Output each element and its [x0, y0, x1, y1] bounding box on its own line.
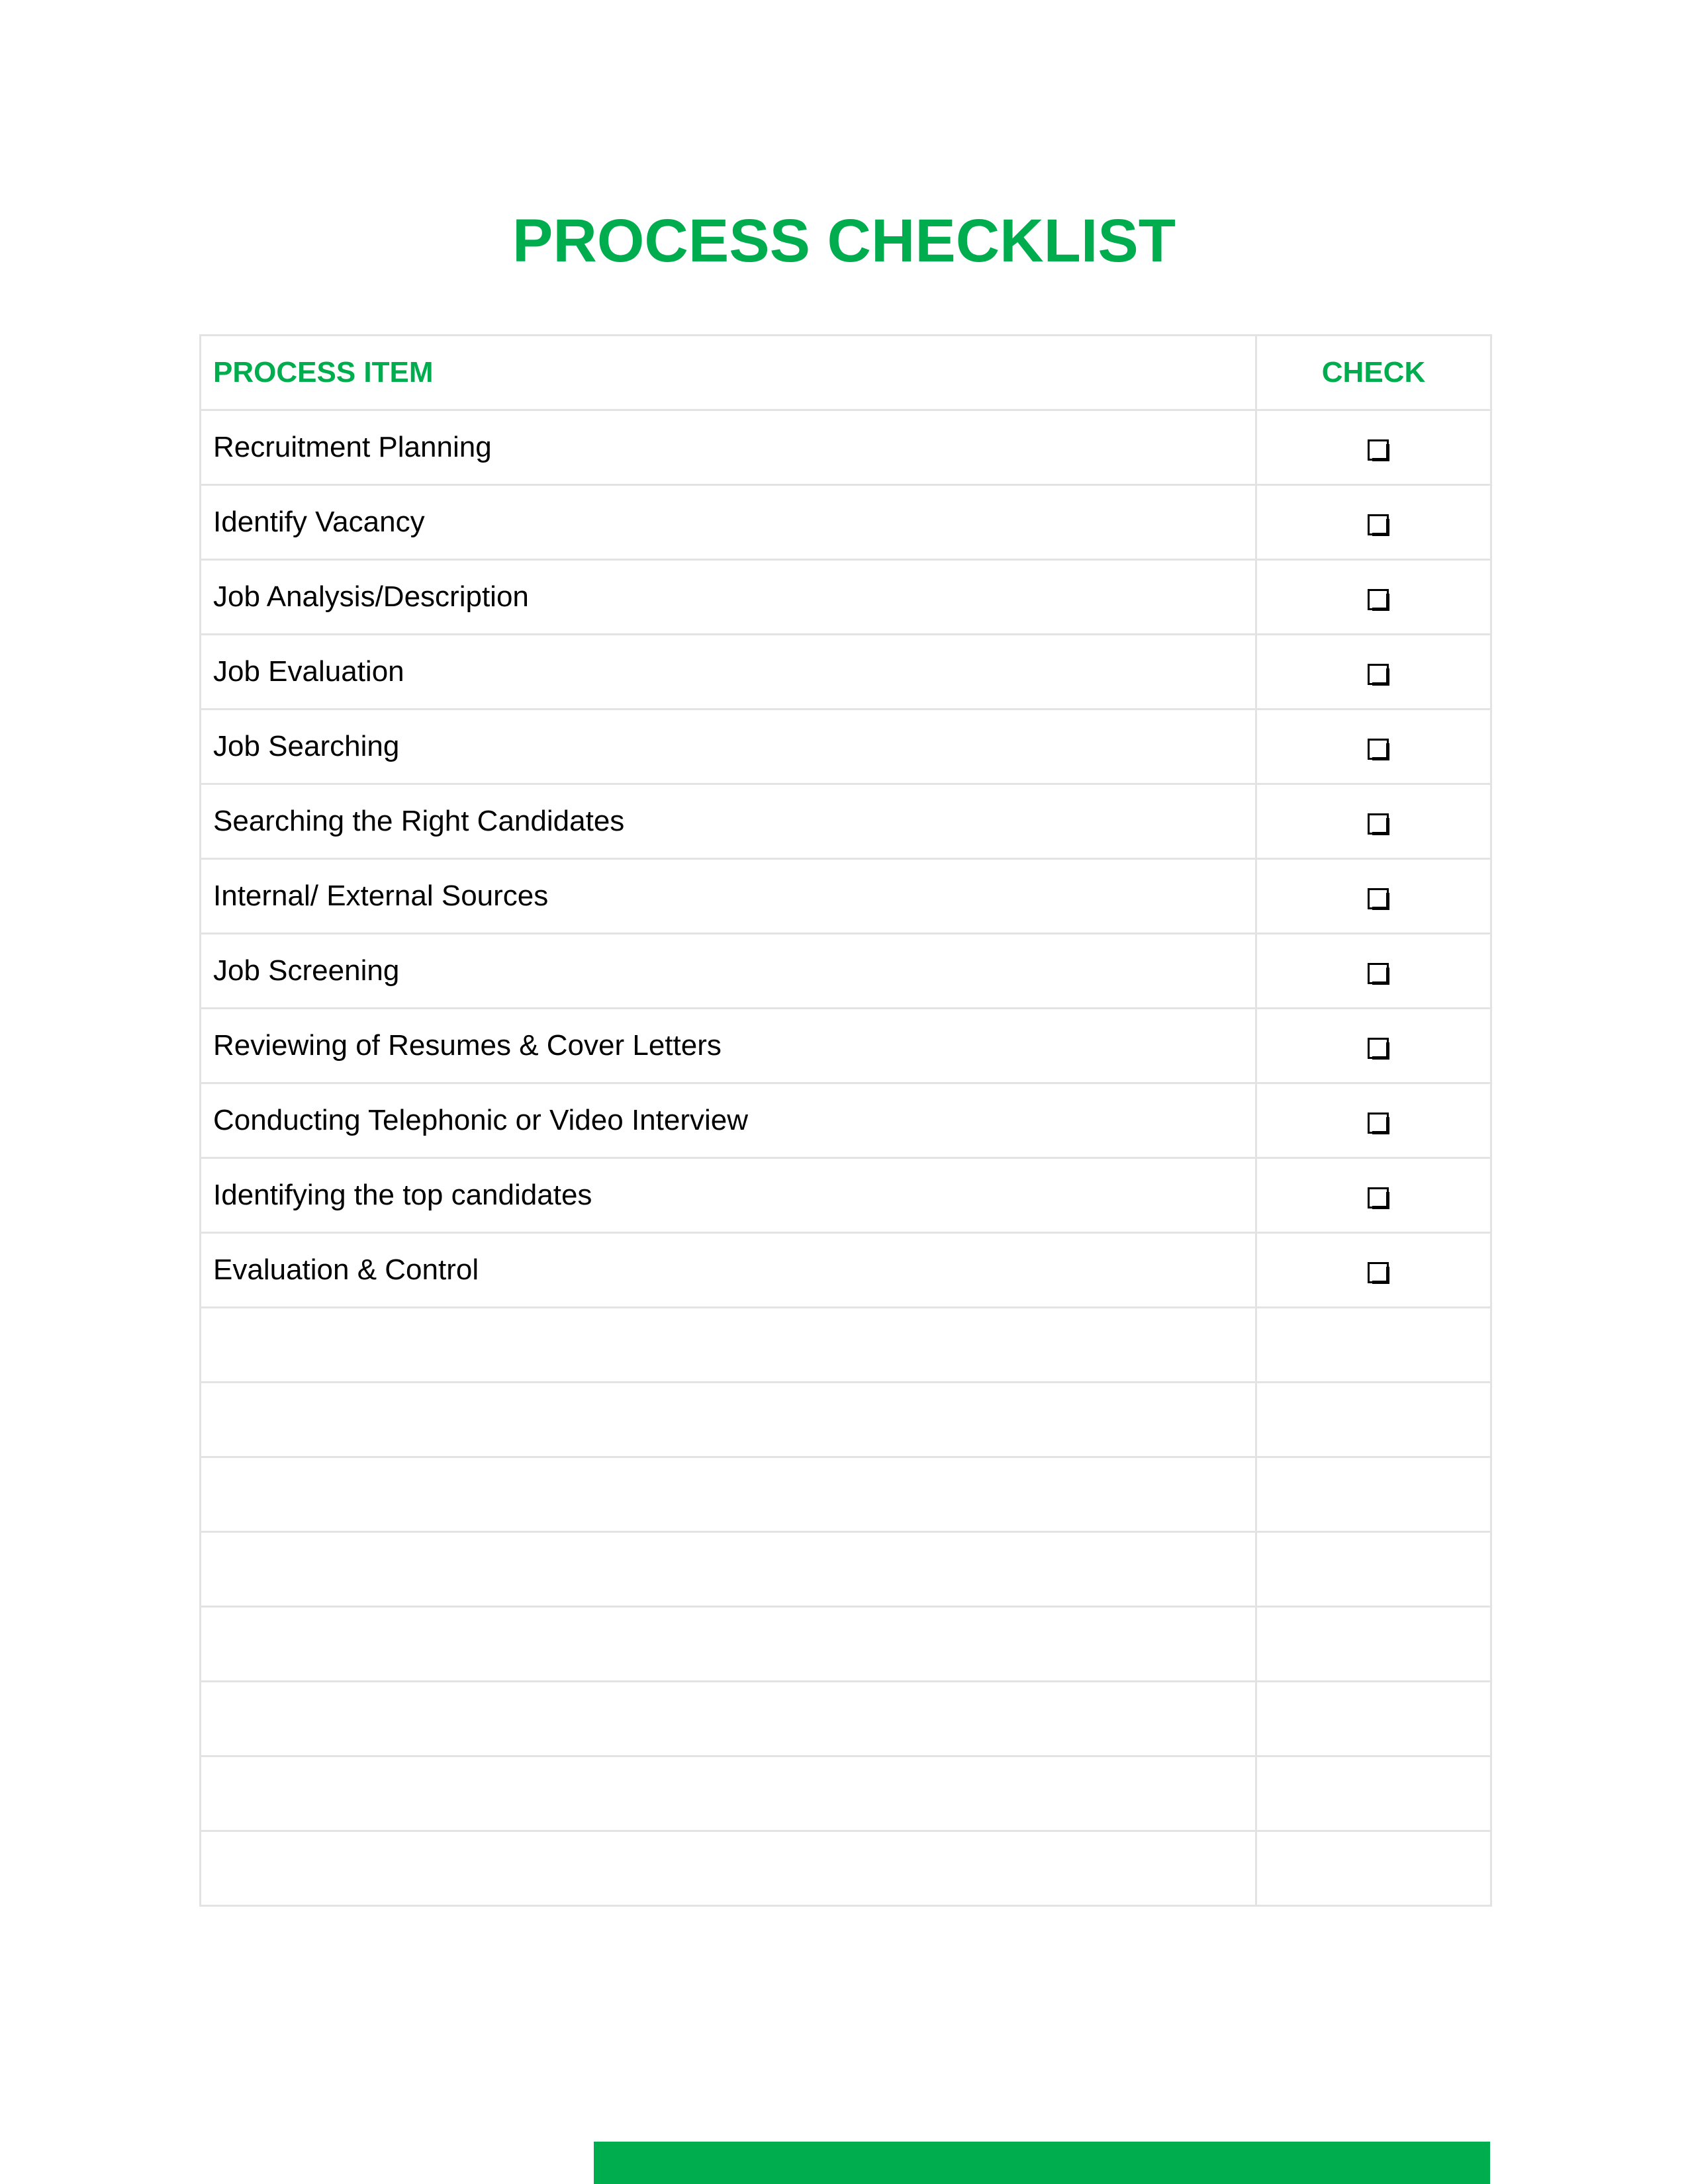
checkbox-icon[interactable]	[1368, 589, 1389, 610]
checkbox-icon[interactable]	[1368, 664, 1389, 685]
process-item-label	[201, 1308, 1256, 1383]
table-row	[201, 485, 1491, 560]
checkbox-icon[interactable]	[1368, 888, 1389, 909]
checkbox-icon[interactable]	[1368, 1113, 1389, 1134]
table-header-row	[201, 336, 1491, 410]
process-item-label	[201, 1457, 1256, 1532]
table-row	[201, 784, 1491, 859]
process-item-label: Job Searching	[201, 709, 1256, 784]
footer-accent-bar	[594, 2142, 1490, 2184]
check-cell	[1256, 1009, 1491, 1083]
table-row	[201, 1457, 1491, 1532]
check-cell	[1256, 709, 1491, 784]
checkbox-icon[interactable]	[1368, 813, 1389, 835]
check-cell	[1256, 1532, 1491, 1607]
process-item-label: Identify Vacancy	[201, 485, 1256, 560]
check-cell	[1256, 859, 1491, 934]
checkbox-icon[interactable]	[1368, 739, 1389, 760]
check-cell	[1256, 1383, 1491, 1457]
checkbox-icon[interactable]	[1368, 963, 1389, 984]
page-title: PROCESS CHECKLIST	[512, 207, 1176, 275]
table-row	[201, 1607, 1491, 1682]
table-row	[201, 1831, 1491, 1906]
process-item-label: Job Evaluation	[201, 635, 1256, 709]
process-item-label: Job Analysis/Description	[201, 560, 1256, 635]
process-item-label	[201, 1756, 1256, 1831]
check-cell	[1256, 1682, 1491, 1756]
check-cell	[1256, 1756, 1491, 1831]
checklist-body	[201, 410, 1491, 1906]
checkbox-icon[interactable]	[1368, 1187, 1389, 1208]
process-item-label	[201, 1682, 1256, 1756]
process-item-label	[201, 1831, 1256, 1906]
table-row	[201, 1532, 1491, 1607]
check-cell	[1256, 934, 1491, 1009]
process-item-label	[201, 1532, 1256, 1607]
check-cell	[1256, 1457, 1491, 1532]
checkbox-icon[interactable]	[1368, 1038, 1389, 1059]
process-item-label: Conducting Telephonic or Video Interview	[201, 1083, 1256, 1158]
check-cell	[1256, 784, 1491, 859]
check-cell	[1256, 1083, 1491, 1158]
table-row	[201, 1233, 1491, 1308]
check-cell	[1256, 1233, 1491, 1308]
header-process-item: PROCESS ITEM	[201, 336, 1256, 410]
checkbox-icon[interactable]	[1368, 439, 1389, 461]
table-row	[201, 1682, 1491, 1756]
header-check: CHECK	[1256, 336, 1491, 410]
process-item-label: Job Screening	[201, 934, 1256, 1009]
check-cell	[1256, 1158, 1491, 1233]
process-item-label: Evaluation & Control	[201, 1233, 1256, 1308]
table-row	[201, 934, 1491, 1009]
table-row	[201, 1383, 1491, 1457]
table-row	[201, 1756, 1491, 1831]
process-item-label: Recruitment Planning	[201, 410, 1256, 485]
table-row	[201, 1158, 1491, 1233]
table-row	[201, 709, 1491, 784]
process-item-label: Internal/ External Sources	[201, 859, 1256, 934]
table-row	[201, 1009, 1491, 1083]
process-item-label	[201, 1383, 1256, 1457]
process-item-label: Reviewing of Resumes & Cover Letters	[201, 1009, 1256, 1083]
table-row	[201, 1308, 1491, 1383]
checkbox-icon[interactable]	[1368, 1262, 1389, 1283]
check-cell	[1256, 560, 1491, 635]
table-row	[201, 635, 1491, 709]
check-cell	[1256, 410, 1491, 485]
table-row	[201, 859, 1491, 934]
check-cell	[1256, 635, 1491, 709]
process-item-label	[201, 1607, 1256, 1682]
table-row	[201, 560, 1491, 635]
check-cell	[1256, 485, 1491, 560]
check-cell	[1256, 1308, 1491, 1383]
check-cell	[1256, 1831, 1491, 1906]
process-checklist-table	[199, 334, 1492, 1907]
process-item-label: Identifying the top candidates	[201, 1158, 1256, 1233]
table-row	[201, 410, 1491, 485]
process-item-label: Searching the Right Candidates	[201, 784, 1256, 859]
checkbox-icon[interactable]	[1368, 514, 1389, 535]
check-cell	[1256, 1607, 1491, 1682]
table-row	[201, 1083, 1491, 1158]
